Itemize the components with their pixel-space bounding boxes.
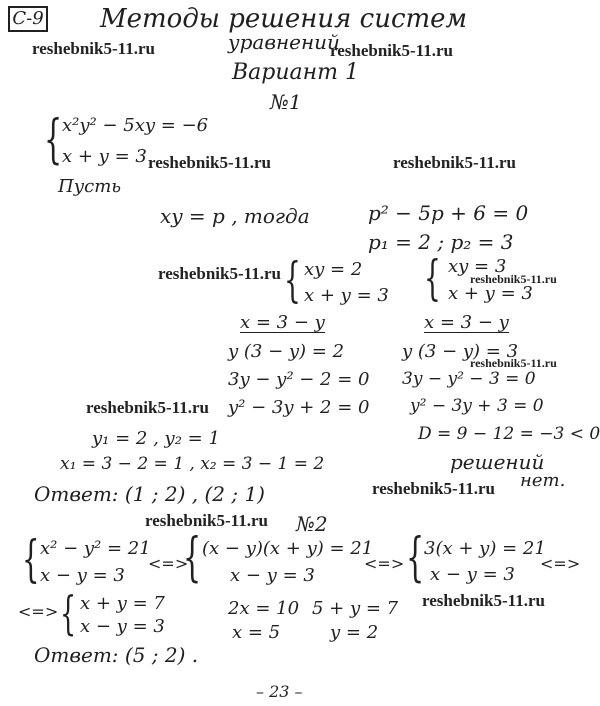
watermark: reshebnik5-11.ru [145, 511, 268, 530]
caseA-step-3: y² − 3y + 2 = 0 [228, 397, 370, 418]
equivalence-sign: <=> [18, 602, 59, 621]
task2-step-f-1: 5 + y = 7 [312, 598, 399, 619]
task2-system-c-1: 3(x + y) = 21 [424, 538, 546, 559]
task1-equation-1: x²y² − 5xy = −6 [62, 115, 209, 136]
watermark: reshebnik5-11.ru [372, 479, 495, 498]
watermark: reshebnik5-11.ru [158, 264, 281, 283]
quadratic-equation: p² − 5p + 6 = 0 [368, 201, 529, 225]
page-title: Методы решения систем [100, 4, 468, 34]
system-brace: { [424, 250, 441, 306]
task2-label: №2 [296, 512, 328, 536]
task2-system-d-2: x − y = 3 [80, 616, 165, 637]
task2-system-a-1: x² − y² = 21 [40, 538, 151, 559]
task1-label: №1 [270, 90, 302, 114]
task2-system-b-2: x − y = 3 [230, 565, 315, 586]
caseB-system-1: xy = 3 [448, 256, 507, 277]
task2-step-e-1: 2x = 10 [228, 598, 300, 619]
substitution: xy = p , тогда [160, 204, 310, 228]
watermark: reshebnik5-11.ru [470, 356, 557, 370]
system-brace: { [406, 528, 425, 588]
watermark: reshebnik5-11.ru [470, 272, 557, 286]
system-brace: { [60, 586, 77, 640]
caseA-system-1: xy = 2 [304, 259, 363, 280]
caseA-roots-x: x₁ = 3 − 2 = 1 , x₂ = 3 − 1 = 2 [60, 454, 325, 474]
caseA-system-2: x + y = 3 [304, 285, 389, 306]
equivalence-sign: <=> [148, 554, 189, 573]
variant-label: Вариант 1 [232, 60, 359, 85]
task2-step-f-2: y = 2 [330, 622, 379, 643]
task2-answer: Ответ: (5 ; 2) . [34, 643, 199, 667]
quadratic-roots: p₁ = 2 ; p₂ = 3 [368, 230, 514, 254]
task1-equation-2: x + y = 3 [62, 146, 147, 167]
caseA-roots-y: y₁ = 2 , y₂ = 1 [92, 428, 220, 449]
system-brace: { [44, 110, 63, 170]
section-label: С-9 [8, 6, 48, 32]
task2-system-a-2: x − y = 3 [40, 565, 125, 586]
equivalence-sign: <=> [364, 554, 405, 573]
page-title-line2: уравнений [228, 30, 340, 54]
watermark: reshebnik5-11.ru [32, 39, 155, 58]
page-number: – 23 – [256, 682, 303, 701]
task2-system-d-1: x + y = 7 [80, 593, 165, 614]
caseA-step-2: 3y − y² − 2 = 0 [228, 369, 370, 390]
task2-system-c-2: x − y = 3 [430, 564, 515, 585]
equivalence-sign: <=> [540, 554, 581, 573]
caseB-step-3: y² − 3y + 3 = 0 [410, 396, 544, 416]
task2-step-e-2: x = 5 [232, 622, 281, 643]
caseB-step-2: 3y − y² − 3 = 0 [402, 369, 536, 389]
caseB-no-solutions-1: решений [450, 450, 545, 474]
let-word: Пусть [58, 176, 122, 197]
watermark: reshebnik5-11.ru [422, 591, 545, 610]
watermark: reshebnik5-11.ru [86, 398, 209, 417]
caseB-discriminant: D = 9 − 12 = −3 < 0 [418, 424, 600, 444]
system-brace: { [22, 530, 40, 588]
task1-answer: Ответ: (1 ; 2) , (2 ; 1) [34, 482, 265, 506]
task2-system-b-1: (x − y)(x + y) = 21 [202, 538, 374, 559]
caseB-no-solutions-2: нет. [520, 470, 566, 491]
caseB-step-1: y (3 − y) = 3 [402, 341, 519, 362]
caseB-system-2: x + y = 3 [448, 283, 533, 304]
system-brace: { [183, 528, 202, 588]
watermark: reshebnik5-11.ru [330, 41, 453, 60]
watermark: reshebnik5-11.ru [393, 153, 516, 172]
caseB-substitution: x = 3 − y [424, 312, 509, 333]
system-brace: { [284, 252, 301, 308]
caseA-step-1: y (3 − y) = 2 [228, 341, 345, 362]
caseA-substitution: x = 3 − y [240, 312, 325, 333]
watermark: reshebnik5-11.ru [148, 153, 271, 172]
